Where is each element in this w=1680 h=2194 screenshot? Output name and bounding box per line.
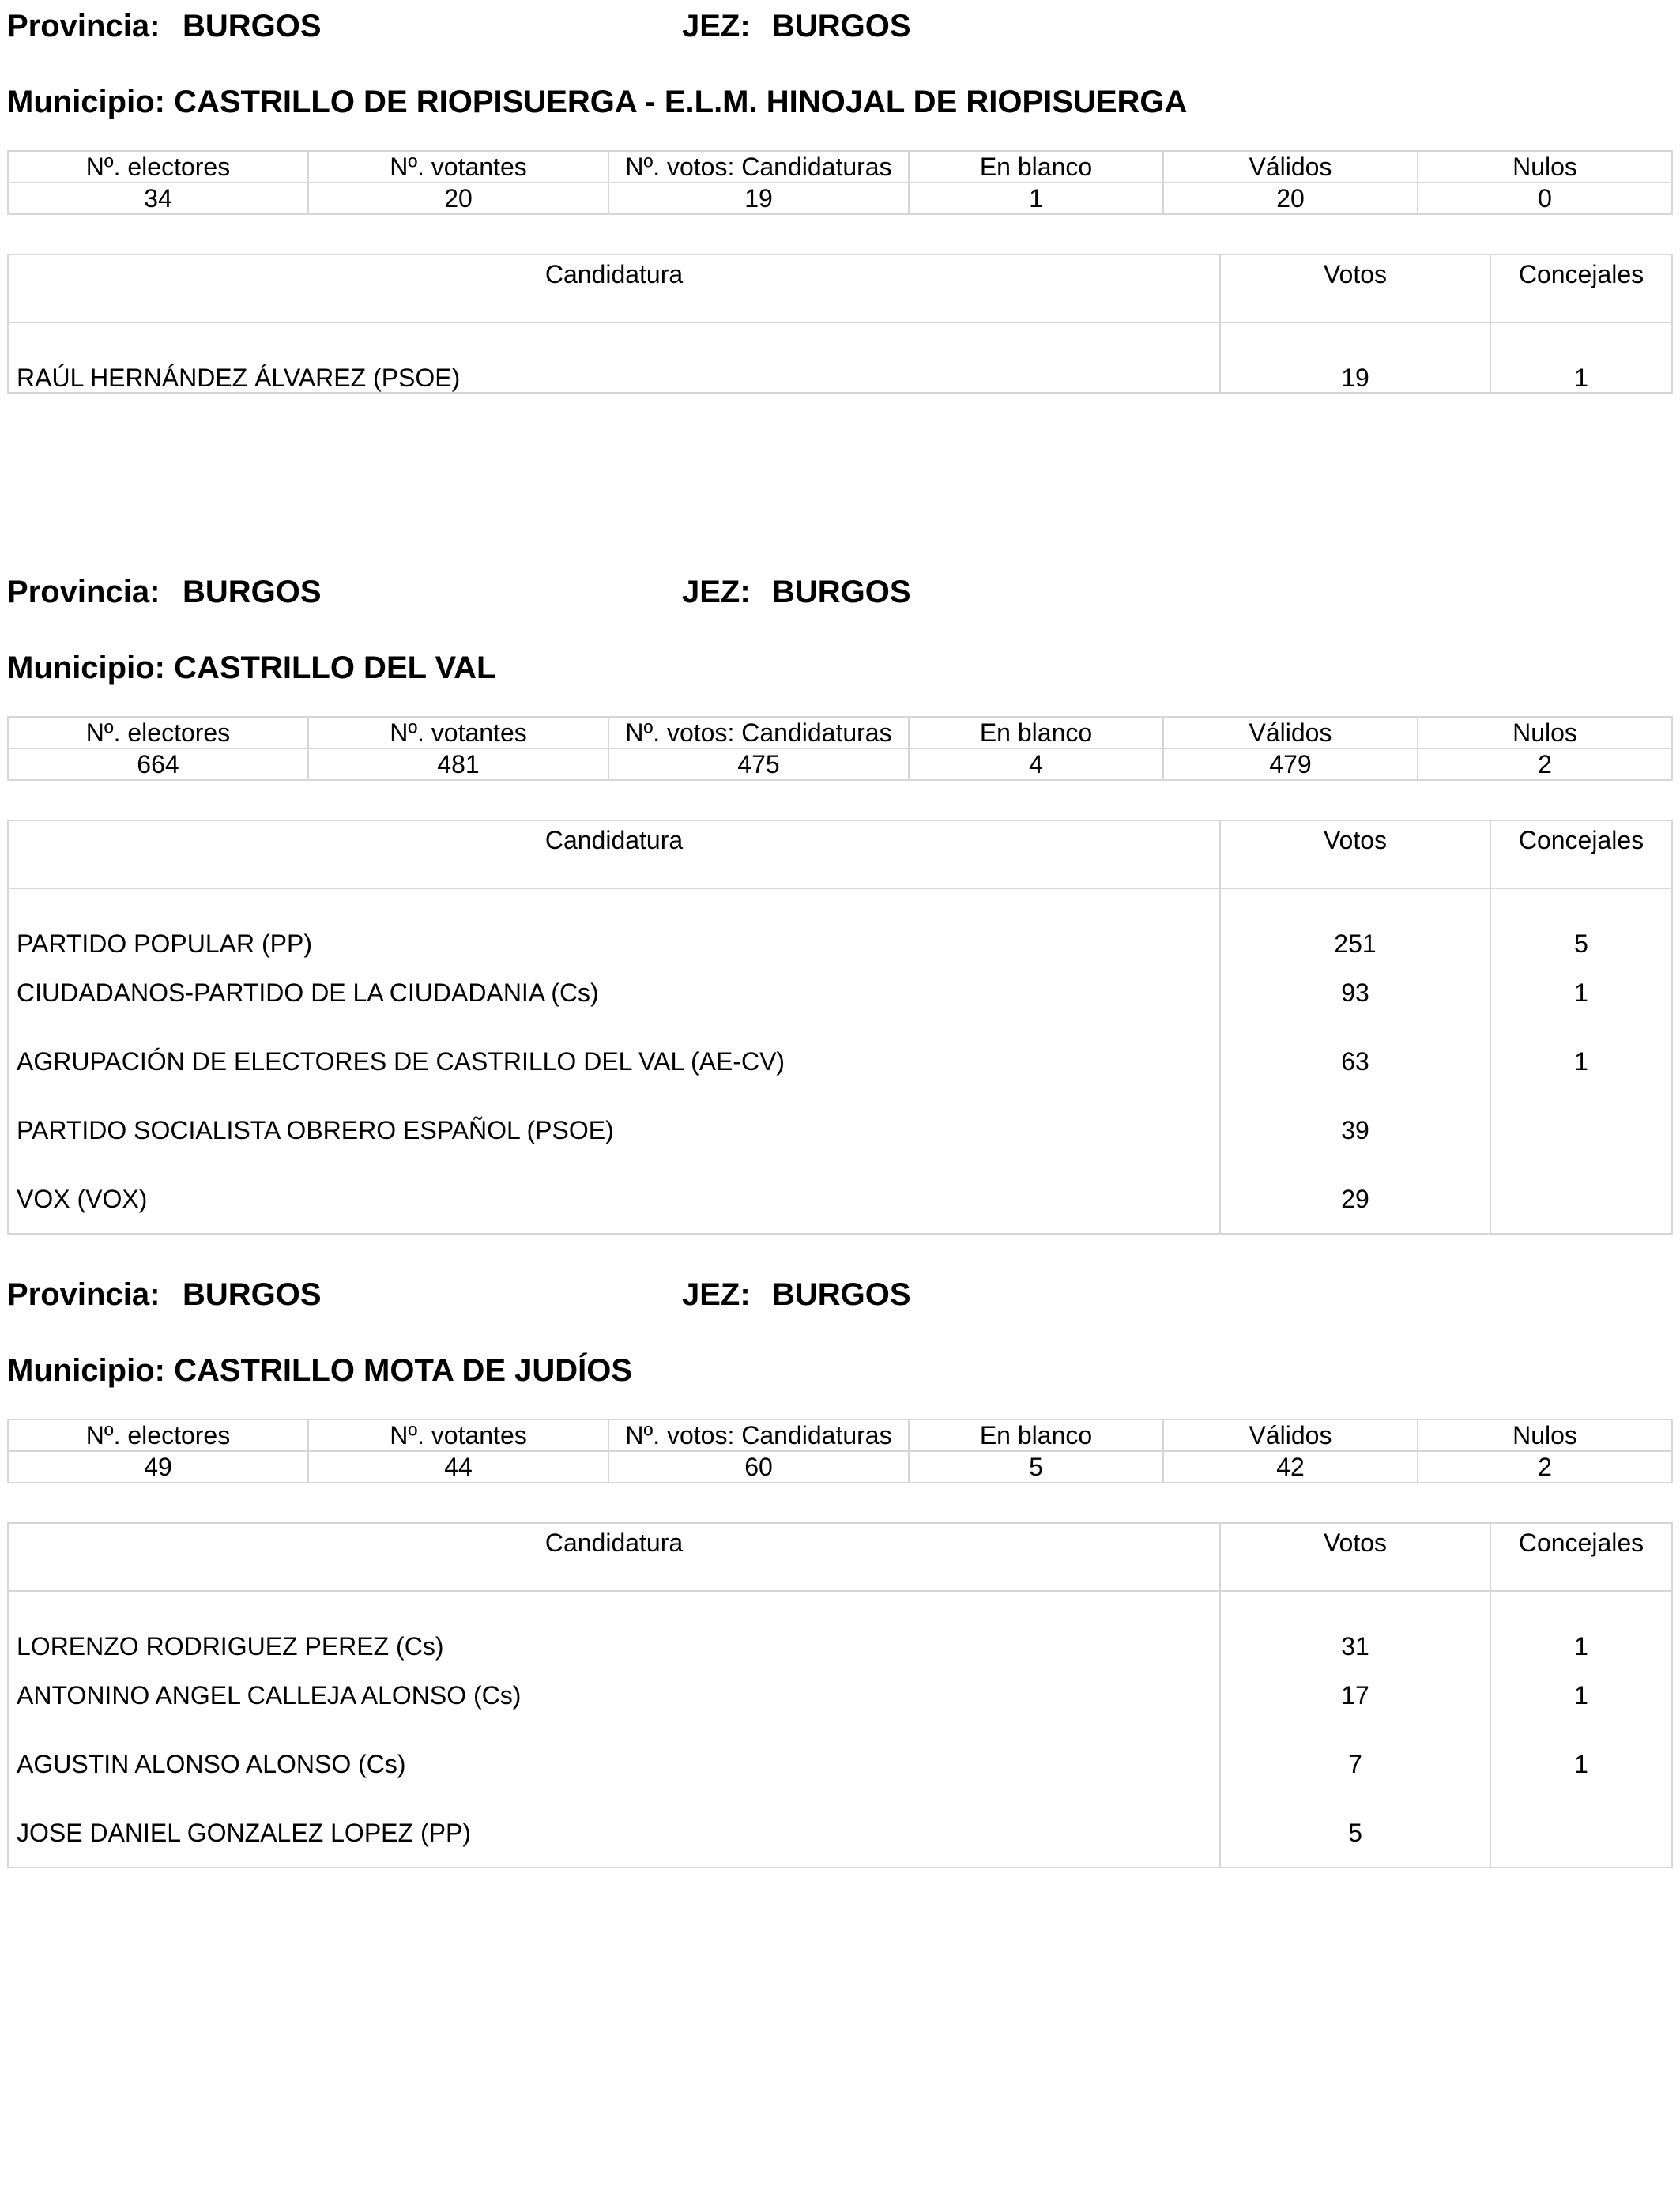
header-candidatura: Candidatura bbox=[8, 820, 1220, 888]
candidate-votos: 63 bbox=[1220, 1027, 1490, 1095]
stats-table bbox=[7, 150, 1673, 215]
header-candidatura: Candidatura bbox=[8, 254, 1220, 322]
stats-table bbox=[7, 716, 1673, 781]
stat-header-nulos: Nulos bbox=[1418, 151, 1672, 183]
jez-header bbox=[682, 572, 911, 612]
stat-header-votantes: Nº. votantes bbox=[308, 151, 608, 183]
stat-header-votos-candidaturas: Nº. votos: Candidaturas bbox=[608, 717, 909, 748]
candidate-votos: 31 bbox=[1220, 1591, 1490, 1661]
candidate-name: PARTIDO SOCIALISTA OBRERO ESPAÑOL (PSOE) bbox=[8, 1095, 1220, 1164]
stat-header-votos-candidaturas: Nº. votos: Candidaturas bbox=[608, 151, 909, 183]
header-concejales: Concejales bbox=[1490, 820, 1672, 888]
candidate-concejales bbox=[1490, 1164, 1672, 1234]
candidate-concejales: 1 bbox=[1490, 1591, 1672, 1661]
stat-value-votos-candidaturas: 19 bbox=[608, 183, 909, 214]
provincia-label: Provincia: bbox=[7, 1277, 160, 1312]
stat-header-en-blanco: En blanco bbox=[909, 151, 1163, 183]
stat-value-electores: 664 bbox=[8, 748, 308, 780]
candidates-header-row bbox=[8, 820, 1672, 888]
candidates-table bbox=[7, 1522, 1673, 1868]
candidate-concejales: 1 bbox=[1490, 322, 1672, 393]
stat-header-validos: Válidos bbox=[1163, 1419, 1418, 1451]
stats-table bbox=[7, 1419, 1673, 1483]
candidate-concejales bbox=[1490, 1798, 1672, 1868]
stats-header-row bbox=[8, 717, 1672, 748]
candidates-header-row bbox=[8, 1523, 1672, 1591]
stat-value-nulos: 2 bbox=[1418, 748, 1672, 780]
candidate-concejales: 1 bbox=[1490, 958, 1672, 1027]
stat-header-nulos: Nulos bbox=[1418, 717, 1672, 748]
candidate-name: AGUSTIN ALONSO ALONSO (Cs) bbox=[8, 1729, 1220, 1798]
jez-label: JEZ: bbox=[682, 575, 751, 609]
stat-value-votantes: 44 bbox=[308, 1451, 608, 1483]
stat-header-validos: Válidos bbox=[1163, 717, 1418, 748]
candidate-votos: 17 bbox=[1220, 1661, 1490, 1729]
candidate-name: AGRUPACIÓN DE ELECTORES DE CASTRILLO DEL VAL (AE-CV) bbox=[8, 1027, 1220, 1095]
candidate-name: VOX (VOX) bbox=[8, 1164, 1220, 1234]
municipio-title: Municipio: CASTRILLO MOTA DE JUDÍOS bbox=[7, 1353, 633, 1388]
header-candidatura: Candidatura bbox=[8, 1523, 1220, 1591]
candidate-votos: 5 bbox=[1220, 1798, 1490, 1868]
stat-header-votantes: Nº. votantes bbox=[308, 1419, 608, 1451]
stat-header-validos: Válidos bbox=[1163, 151, 1418, 183]
stat-header-votos-candidaturas: Nº. votos: Candidaturas bbox=[608, 1419, 909, 1451]
stat-value-votantes: 481 bbox=[308, 748, 608, 780]
stat-value-validos: 20 bbox=[1163, 183, 1418, 214]
candidate-votos: 39 bbox=[1220, 1095, 1490, 1164]
stat-value-en-blanco: 5 bbox=[909, 1451, 1163, 1483]
candidate-row bbox=[8, 888, 1672, 958]
candidate-name: RAÚL HERNÁNDEZ ÁLVAREZ (PSOE) bbox=[8, 322, 1220, 393]
candidate-concejales: 1 bbox=[1490, 1661, 1672, 1729]
stat-value-validos: 42 bbox=[1163, 1451, 1418, 1483]
stat-header-electores: Nº. electores bbox=[8, 151, 308, 183]
candidate-row bbox=[8, 322, 1672, 393]
provincia-label: Provincia: bbox=[7, 575, 160, 609]
jez-label: JEZ: bbox=[682, 9, 751, 43]
stat-value-nulos: 0 bbox=[1418, 183, 1672, 214]
header-votos: Votos bbox=[1220, 1523, 1490, 1591]
candidate-name: ANTONINO ANGEL CALLEJA ALONSO (Cs) bbox=[8, 1661, 1220, 1729]
stats-header-row bbox=[8, 151, 1672, 183]
header-votos: Votos bbox=[1220, 820, 1490, 888]
provincia-header bbox=[7, 6, 322, 46]
candidate-votos: 93 bbox=[1220, 958, 1490, 1027]
jez-header bbox=[682, 1275, 911, 1314]
candidate-row bbox=[8, 1027, 1672, 1095]
candidate-votos: 19 bbox=[1220, 322, 1490, 393]
candidate-row bbox=[8, 1661, 1672, 1729]
stats-value-row bbox=[8, 748, 1672, 780]
stat-value-nulos: 2 bbox=[1418, 1451, 1672, 1483]
candidate-name: PARTIDO POPULAR (PP) bbox=[8, 888, 1220, 958]
stat-value-votantes: 20 bbox=[308, 183, 608, 214]
stats-header-row bbox=[8, 1419, 1672, 1451]
stat-header-votantes: Nº. votantes bbox=[308, 717, 608, 748]
stat-value-validos: 479 bbox=[1163, 748, 1418, 780]
provincia-value: BURGOS bbox=[183, 1277, 322, 1312]
candidate-concejales: 1 bbox=[1490, 1027, 1672, 1095]
stat-header-electores: Nº. electores bbox=[8, 717, 308, 748]
jez-value: BURGOS bbox=[772, 9, 911, 43]
candidate-name: JOSE DANIEL GONZALEZ LOPEZ (PP) bbox=[8, 1798, 1220, 1868]
candidate-votos: 7 bbox=[1220, 1729, 1490, 1798]
stat-value-electores: 34 bbox=[8, 183, 308, 214]
candidate-row bbox=[8, 1164, 1672, 1234]
jez-label: JEZ: bbox=[682, 1277, 751, 1312]
stat-header-electores: Nº. electores bbox=[8, 1419, 308, 1451]
candidate-row bbox=[8, 1798, 1672, 1868]
jez-value: BURGOS bbox=[772, 575, 911, 609]
provincia-value: BURGOS bbox=[183, 9, 322, 43]
provincia-header bbox=[7, 1275, 322, 1314]
stat-value-en-blanco: 1 bbox=[909, 183, 1163, 214]
candidate-name: LORENZO RODRIGUEZ PEREZ (Cs) bbox=[8, 1591, 1220, 1661]
candidate-concejales: 5 bbox=[1490, 888, 1672, 958]
stat-value-en-blanco: 4 bbox=[909, 748, 1163, 780]
stat-header-en-blanco: En blanco bbox=[909, 1419, 1163, 1451]
candidate-row bbox=[8, 958, 1672, 1027]
provincia-label: Provincia: bbox=[7, 9, 160, 43]
candidate-row bbox=[8, 1095, 1672, 1164]
candidate-name: CIUDADANOS-PARTIDO DE LA CIUDADANIA (Cs) bbox=[8, 958, 1220, 1027]
header-votos: Votos bbox=[1220, 254, 1490, 322]
candidate-row bbox=[8, 1729, 1672, 1798]
candidates-table bbox=[7, 254, 1673, 394]
stats-value-row bbox=[8, 183, 1672, 214]
provincia-header bbox=[7, 572, 322, 612]
stat-header-nulos: Nulos bbox=[1418, 1419, 1672, 1451]
candidate-concejales bbox=[1490, 1095, 1672, 1164]
candidates-header-row bbox=[8, 254, 1672, 322]
candidate-votos: 251 bbox=[1220, 888, 1490, 958]
header-concejales: Concejales bbox=[1490, 254, 1672, 322]
jez-header bbox=[682, 6, 911, 46]
stat-value-electores: 49 bbox=[8, 1451, 308, 1483]
candidates-table bbox=[7, 820, 1673, 1235]
candidate-row bbox=[8, 1591, 1672, 1661]
candidate-votos: 29 bbox=[1220, 1164, 1490, 1234]
stat-header-en-blanco: En blanco bbox=[909, 717, 1163, 748]
municipio-title: Municipio: CASTRILLO DE RIOPISUERGA - E.L.M. HINOJAL DE RIOPISUERGA bbox=[7, 85, 1188, 119]
provincia-value: BURGOS bbox=[183, 575, 322, 609]
stats-value-row bbox=[8, 1451, 1672, 1483]
candidate-concejales: 1 bbox=[1490, 1729, 1672, 1798]
stat-value-votos-candidaturas: 475 bbox=[608, 748, 909, 780]
municipio-title: Municipio: CASTRILLO DEL VAL bbox=[7, 650, 496, 685]
stat-value-votos-candidaturas: 60 bbox=[608, 1451, 909, 1483]
header-concejales: Concejales bbox=[1490, 1523, 1672, 1591]
jez-value: BURGOS bbox=[772, 1277, 911, 1312]
